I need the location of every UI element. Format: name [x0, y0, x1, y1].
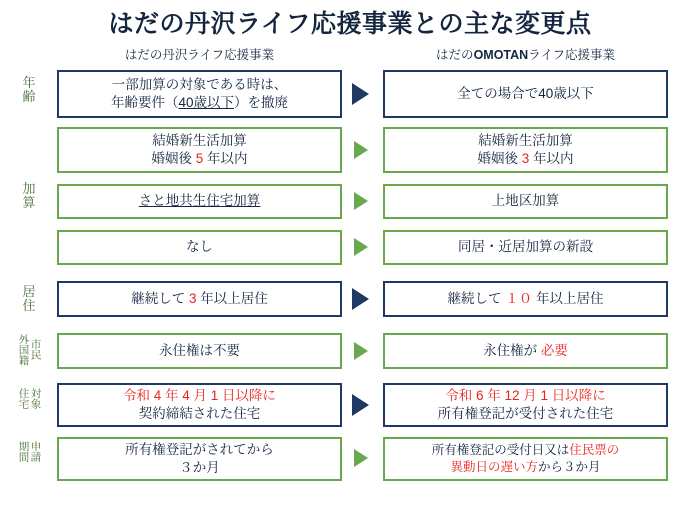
row-label-application-period-col2: 申請: [29, 441, 42, 462]
row-label-application-period: [6, 441, 52, 462]
row-label-age-char1: 年: [22, 75, 36, 90]
cell-left-marriage-addition-line1: 結婚新生活加算: [152, 132, 247, 148]
page-title: はだの丹沢ライフ応援事業との主な変更点: [108, 10, 592, 38]
cell-left-foreign-resident-text: 永住権は不要: [159, 342, 240, 358]
cell-left-age-line2-underlined: 40歳以下: [178, 95, 235, 110]
cell-right-area-addition-text: 上地区加算: [491, 193, 560, 209]
cell-right-application-period-line2-emphasis: 異動日の遅い方: [450, 460, 538, 474]
row-label-house-target: [6, 388, 52, 409]
cell-right-area-addition: [383, 184, 668, 219]
cell-right-marriage-addition-line1: 結婚新生活加算: [478, 132, 573, 148]
cell-left-house-target-line2: 契約締結された住宅: [138, 406, 261, 421]
cell-left-marriage-addition-years: 5: [195, 151, 204, 166]
row-label-application-period-col1: 期間: [17, 441, 30, 462]
cell-left-area-addition-text: さと地共生住宅加算: [138, 193, 261, 209]
cell-left-age-line2-pre: 年齢要件（: [110, 95, 179, 110]
row-label-age: [6, 76, 52, 103]
column-header-right-suffix: ライフ応援事業: [528, 48, 615, 62]
cell-right-house-target-line1: 令和 6 年 12 月 1 日以降に: [445, 387, 606, 403]
cell-right-cohabit-addition: [383, 230, 668, 265]
arrow-foreign-resident: [354, 342, 368, 360]
cell-left-age-line2-post: ）を撤廃: [234, 95, 289, 110]
cell-right-residency-years: １０: [505, 290, 533, 306]
cell-left-residency-years: 3: [188, 290, 197, 306]
cell-right-residency-post: 年以上居住: [536, 290, 604, 306]
cell-right-age: [383, 70, 668, 118]
row-label-foreign-resident-col2: 市民: [29, 339, 42, 361]
cell-left-age-line1: 一部加算の対象である時は、: [111, 76, 288, 92]
cell-right-foreign-resident-pre: 永住権が: [483, 342, 538, 358]
arrow-area-addition: [354, 192, 368, 210]
row-label-addition-char2: 算: [22, 194, 36, 210]
cell-left-house-target: [57, 383, 342, 427]
cell-right-residency-pre: 継続して: [447, 290, 502, 306]
cell-right-application-period: [383, 437, 668, 481]
cell-right-application-period-line1-pre: 所有権登記の受付日又は: [431, 443, 570, 458]
arrow-residency: [352, 288, 369, 310]
row-label-age-char2: 齢: [22, 88, 36, 104]
cell-left-residency-pre: 継続して: [131, 290, 186, 306]
cell-left-marriage-addition: [57, 127, 342, 173]
cell-left-residency: [57, 281, 342, 317]
cell-right-application-period-line1-emphasis: 住民票の: [569, 443, 620, 458]
row-label-residency-char1: 居: [22, 284, 36, 299]
row-label-house-target-col2: 対象: [29, 388, 42, 409]
cell-left-foreign-resident: [57, 333, 342, 369]
cell-right-marriage-addition-post: 年以内: [533, 151, 574, 166]
arrow-age: [352, 83, 369, 105]
row-label-house-target-col1: 住宅: [17, 388, 30, 409]
cell-left-house-target-line1: 令和 4 年 4 月 1 日以降に: [122, 387, 277, 403]
cell-left-area-addition: [57, 184, 342, 219]
row-label-foreign-resident: [6, 334, 52, 366]
row-label-residency-char2: 住: [22, 297, 36, 313]
cell-right-house-target: [383, 383, 668, 427]
row-label-addition-char1: 加: [22, 181, 36, 196]
row-label-addition: [6, 182, 52, 209]
column-header-right: [383, 45, 668, 63]
column-header-right-prefix: はだの: [436, 48, 474, 62]
arrow-house-target: [352, 394, 369, 416]
cell-left-marriage-addition-post: 年以内: [207, 151, 248, 166]
cell-right-cohabit-addition-text: 同居・近居加算の新設: [458, 239, 593, 255]
row-label-residency: [6, 285, 52, 312]
cell-left-cohabit-addition-text: なし: [186, 239, 213, 255]
cell-left-age: [57, 70, 342, 118]
cell-right-foreign-resident: [383, 333, 668, 369]
cell-left-cohabit-addition: [57, 230, 342, 265]
column-header-left-label: はだの丹沢ライフ応援事業: [124, 48, 275, 62]
cell-left-application-period: [57, 437, 342, 481]
cell-right-marriage-addition-pre: 婚姻後: [477, 151, 518, 166]
cell-right-marriage-addition-years: 3: [521, 151, 530, 166]
cell-left-application-period-line1: 所有権登記がされてから: [125, 441, 274, 457]
cell-right-house-target-line2: 所有権登記が受付された住宅: [437, 406, 614, 421]
cell-right-application-period-line2-post: から３か月: [538, 460, 601, 474]
column-header-left: [57, 45, 342, 63]
cell-left-residency-post: 年以上居住: [200, 290, 268, 306]
row-label-foreign-resident-col1: 外国籍: [17, 334, 30, 366]
cell-right-residency: [383, 281, 668, 317]
arrow-application-period: [354, 449, 368, 467]
arrow-cohabit-addition: [354, 238, 368, 256]
cell-left-application-period-line2: ３か月: [179, 460, 220, 475]
cell-right-foreign-resident-emphasis: 必要: [540, 342, 568, 358]
column-header-right-emphasis: OMOTAN: [473, 48, 529, 62]
arrow-marriage-addition: [354, 141, 368, 159]
cell-right-marriage-addition: [383, 127, 668, 173]
cell-right-age-text: 全ての場合で40歳以下: [457, 85, 594, 101]
cell-left-marriage-addition-pre: 婚姻後: [151, 151, 192, 166]
